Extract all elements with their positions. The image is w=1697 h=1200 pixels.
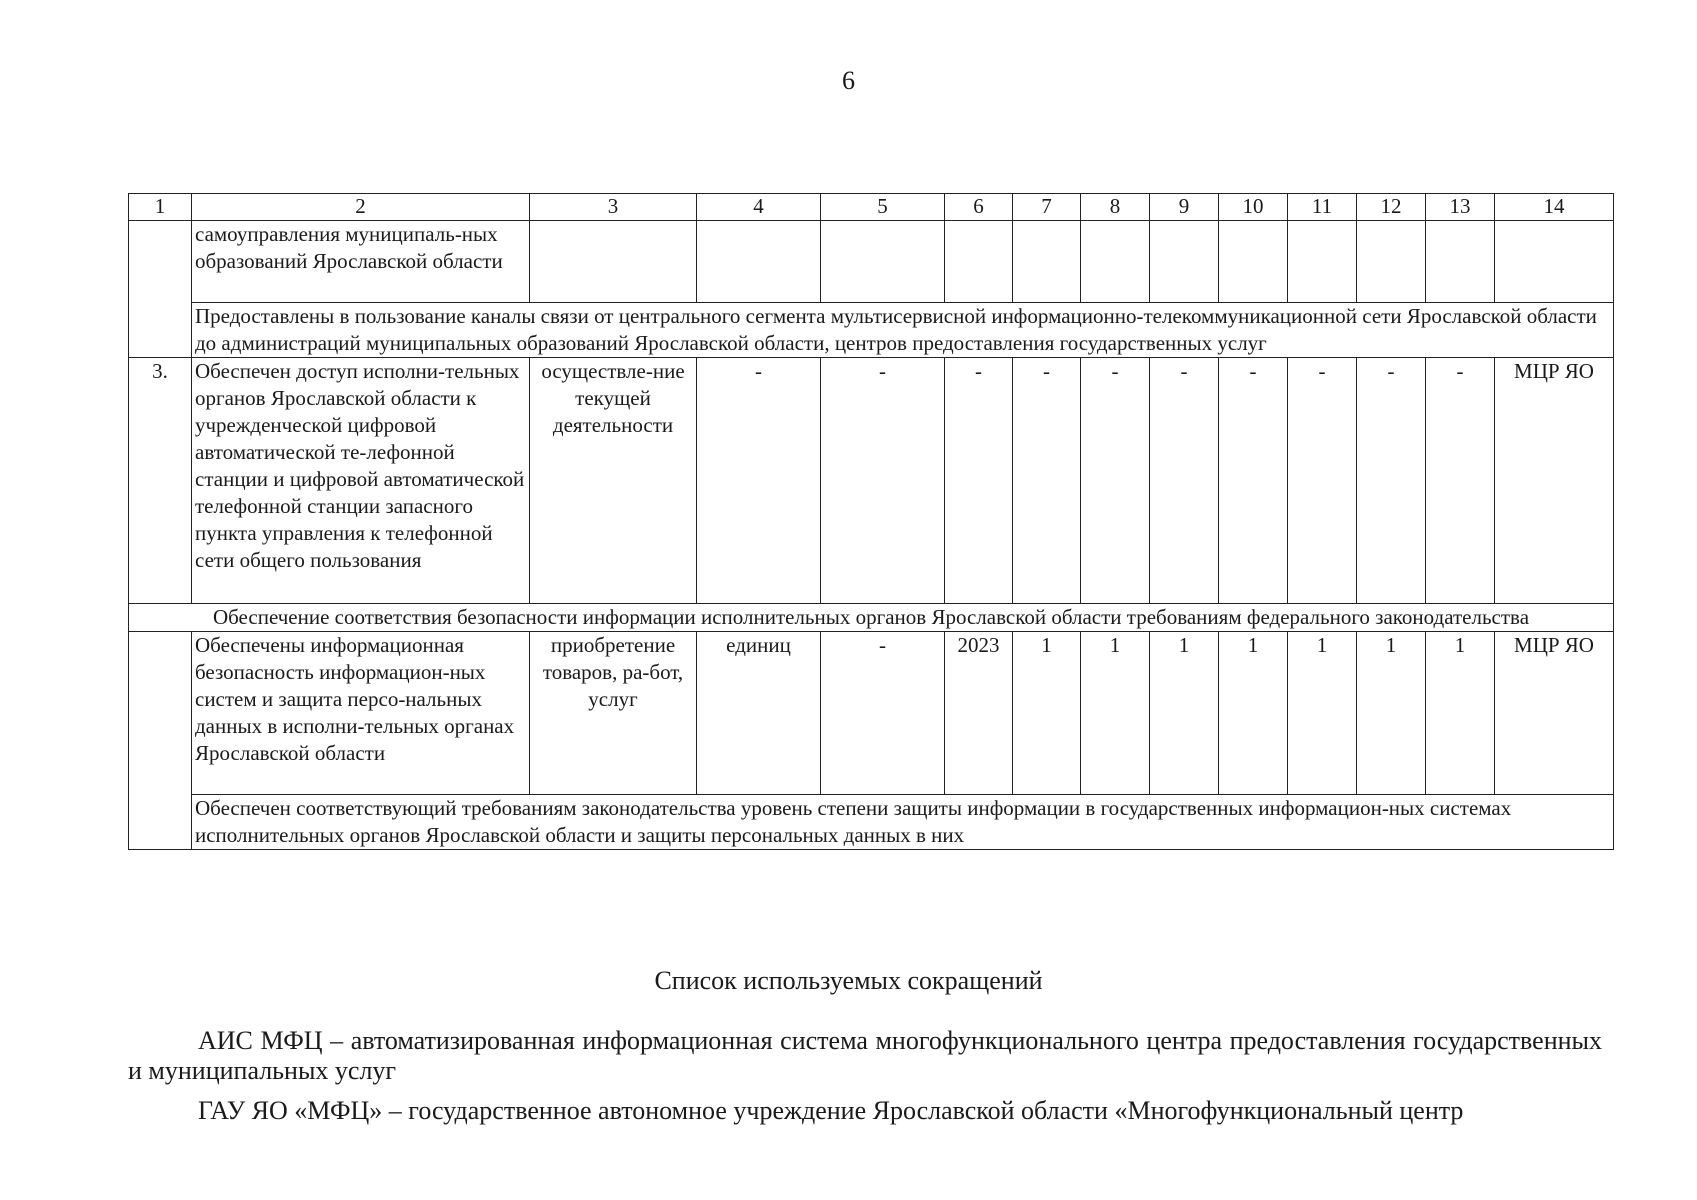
result-note: Предоставлены в пользование каналы связи от центрального сегмента мультисервисной информационно-телекоммуникационной сети Ярославской области до администраций муниципальных образований Ярославской области, центров предоставления государственных услуг [192,303,1614,358]
header-cell: 5 [821,194,945,221]
table-cell [1357,221,1426,303]
table-cell [1013,221,1081,303]
row-number [129,632,192,850]
table-row [129,632,1614,795]
header-cell: 12 [1357,194,1426,221]
table-cell: - [1219,358,1288,604]
table-row [129,358,1614,604]
table-cell: осуществле-ние текущей деятельности [530,358,697,604]
table-row [129,604,1614,632]
header-cell: 2 [192,194,530,221]
abbreviation-item: АИС МФЦ – автоматизированная информационная система многофункционального центра предоставления государственных и муниципальных услуг [128,1026,1602,1085]
header-cell: 14 [1495,194,1614,221]
table-cell [1426,221,1495,303]
table-cell: - [697,358,821,604]
header-cell: 7 [1013,194,1081,221]
table-cell [821,221,945,303]
table-cell [1150,221,1219,303]
table-cell: 1 [1150,632,1219,795]
header-cell: 8 [1081,194,1150,221]
table-cell [697,221,821,303]
table-cell [1219,221,1288,303]
table-cell: 1 [1081,632,1150,795]
table-cell: 2023 [945,632,1013,795]
table-cell: - [821,358,945,604]
abbreviations-title: Список используемых сокращений [654,966,1043,995]
table-cell: самоуправления муниципаль-ных образований Ярославской области [192,221,530,303]
responsible-cell: МЦР ЯО [1495,632,1614,795]
table-cell: - [1013,358,1081,604]
table-cell: - [1288,358,1357,604]
table-cell: - [821,632,945,795]
table-row [129,303,1614,358]
header-cell: 1 [129,194,192,221]
table-cell: 1 [1013,632,1081,795]
table-cell: приобретение товаров, ра-бот, услуг [530,632,697,795]
header-cell: 11 [1288,194,1357,221]
table-cell: - [1081,358,1150,604]
table-cell: - [945,358,1013,604]
responsible-cell: МЦР ЯО [1495,358,1614,604]
table-cell: 1 [1357,632,1426,795]
row-number: 3. [129,358,192,604]
table-cell: Обеспечены информационная безопасность информацион-ных систем и защита персо-нальных данных в исполни-тельных органах Ярославской области [192,632,530,795]
table-cell [1288,221,1357,303]
table-cell: - [1357,358,1426,604]
abbreviation-item: ГАУ ЯО «МФЦ» – государственное автономное учреждение Ярославской области «Многофункциональный центр [198,1096,1464,1125]
table-row [129,221,1614,303]
header-cell: 10 [1219,194,1288,221]
table-cell: 1 [1288,632,1357,795]
table-header-row [129,194,1614,221]
table-cell: 1 [1219,632,1288,795]
result-note: Обеспечен соответствующий требованиям законодательства уровень степени защиты информации в государственных информацион-ных системах исполнительных органов Ярославской области и защиты персональных данных в них [192,795,1614,850]
table-cell: - [1150,358,1219,604]
plan-table [128,193,1614,850]
header-cell: 3 [530,194,697,221]
header-cell: 6 [945,194,1013,221]
table-cell: Обеспечен доступ исполни-тельных органов Ярославской области к учрежденческой цифровой автоматической те-лефонной станции и цифровой автоматической телефонной станции запасного пункта управления к телефонной сети общего пользования [192,358,530,604]
table-row [129,795,1614,850]
section-heading: Обеспечение соответствия безопасности информации исполнительных органов Ярославской области требованиям федерального законодательства [129,604,1614,632]
table-cell [1081,221,1150,303]
table-cell [1495,221,1614,303]
table-cell: единиц [697,632,821,795]
header-cell: 4 [697,194,821,221]
page-number: 6 [842,66,855,95]
header-cell: 9 [1150,194,1219,221]
table-cell [129,221,192,358]
table-cell: 1 [1426,632,1495,795]
table-cell [945,221,1013,303]
header-cell: 13 [1426,194,1495,221]
table-cell [530,221,697,303]
table-cell: - [1426,358,1495,604]
